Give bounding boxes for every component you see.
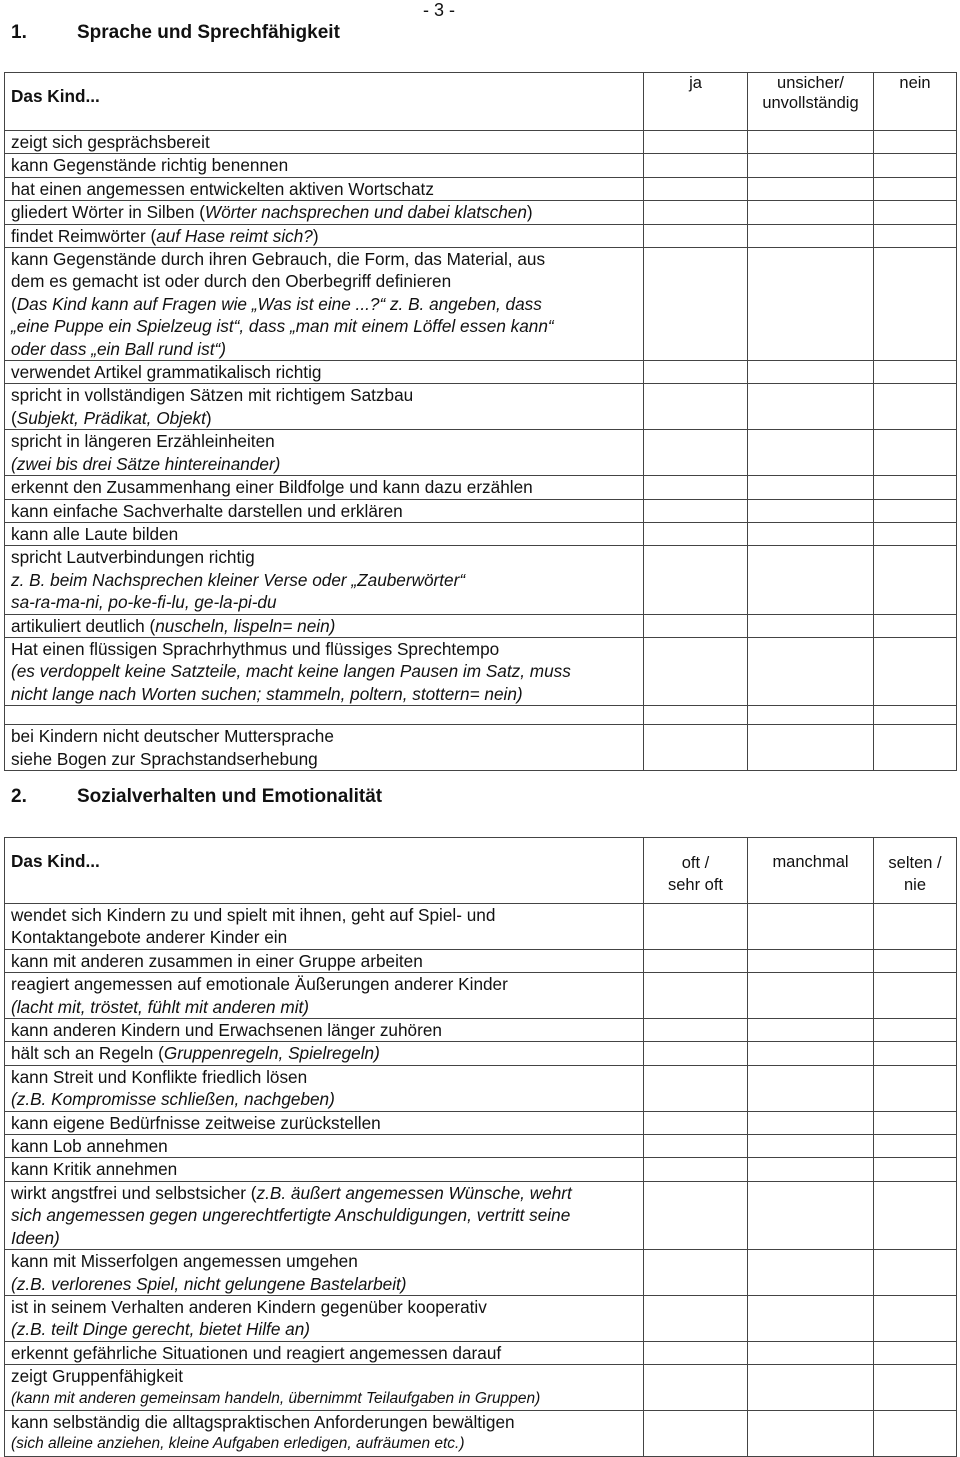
page-number: - 3 - (423, 0, 456, 20)
item-text (5, 1065, 644, 1111)
table-row (5, 476, 957, 499)
table-row (5, 1019, 957, 1042)
item-text (5, 476, 644, 499)
check-manchmal[interactable] (748, 1158, 874, 1181)
col-selten-label-2: nie (903, 876, 927, 894)
item-text (5, 1410, 644, 1456)
table-row (5, 546, 957, 614)
col-nein-label: nein (899, 74, 931, 92)
check-manchmal[interactable] (748, 1065, 874, 1111)
table-row (5, 973, 957, 1019)
check-oft[interactable] (644, 1042, 748, 1065)
table-row-spacer (5, 706, 957, 725)
item-example-cont: nicht lange nach Worten suchen; stammeln, poltern, stottern= nein) (11, 683, 523, 704)
check-nein[interactable] (874, 430, 957, 476)
table-row (5, 725, 957, 771)
item-example: (z.B. Kompromisse schließen, nachgeben) (11, 1089, 335, 1110)
check-oft[interactable] (644, 1065, 748, 1111)
item-text (5, 546, 644, 614)
check-oft[interactable] (644, 1019, 748, 1042)
item-label: artikuliert deutlich ( (11, 615, 156, 636)
lead-cell (5, 73, 644, 131)
item-text (5, 1181, 644, 1249)
check-selten[interactable] (874, 1158, 957, 1181)
item-label: findet Reimwörter ( (11, 225, 157, 246)
item-label: spricht Lautverbindungen richtig (11, 547, 255, 568)
table-row (5, 499, 957, 522)
check-nein[interactable] (874, 476, 957, 499)
check-ja[interactable] (644, 546, 748, 614)
check-manchmal[interactable] (748, 1250, 874, 1296)
table-row (5, 1135, 957, 1158)
check-oft[interactable] (644, 904, 748, 950)
check-manchmal[interactable] (748, 949, 874, 972)
section-2-heading (11, 786, 382, 808)
check-selten[interactable] (874, 973, 957, 1019)
check-unsicher[interactable] (748, 384, 874, 430)
check-selten[interactable] (874, 1019, 957, 1042)
check-unsicher[interactable] (748, 154, 874, 177)
check-unsicher[interactable] (748, 201, 874, 224)
social-checklist-table (4, 837, 957, 1457)
table-row (5, 201, 957, 224)
item-label: kann mit anderen zusammen in einer Gruppe arbeiten (11, 950, 423, 971)
check-selten[interactable] (874, 1042, 957, 1065)
check-oft[interactable] (644, 1158, 748, 1181)
check-nein[interactable] (874, 614, 957, 637)
check-ja[interactable] (644, 637, 748, 705)
col-manchmal (748, 838, 874, 904)
col-oft-label-2: sehr oft (667, 876, 724, 894)
item-text (5, 1250, 644, 1296)
item-label: kann Lob annehmen (11, 1136, 168, 1157)
item-label: spricht in längeren Erzähleinheiten (11, 431, 275, 452)
table-row (5, 614, 957, 637)
item-text (5, 361, 644, 384)
item-paren-close: ) (205, 407, 212, 428)
table-row (5, 637, 957, 705)
check-nein[interactable] (874, 706, 957, 725)
table-row (5, 384, 957, 430)
item-text (5, 1019, 644, 1042)
table-row (5, 1181, 957, 1249)
col-unsicher-label-1: unsicher/ (777, 74, 844, 92)
section-1-number: 1. (11, 22, 27, 43)
item-label: Hat einen flüssigen Sprachrhythmus und flüssiges Sprechtempo (11, 638, 500, 659)
item-text (5, 1365, 644, 1411)
check-ja[interactable] (644, 384, 748, 430)
table-header-row (5, 73, 957, 131)
check-nein[interactable] (874, 499, 957, 522)
item-example: Gruppenregeln, Spielregeln) (163, 1043, 380, 1064)
item-paren: ) (526, 202, 533, 223)
check-manchmal[interactable] (748, 1341, 874, 1364)
item-label: kann Streit und Konflikte friedlich lösen (11, 1066, 308, 1087)
check-oft[interactable] (644, 1135, 748, 1158)
item-paren: ( (11, 407, 17, 428)
table-row (5, 1295, 957, 1341)
check-manchmal[interactable] (748, 904, 874, 950)
col-unsicher (748, 73, 874, 131)
col-ja (644, 73, 748, 131)
item-example: nuscheln, lispeln= nein) (155, 615, 336, 636)
item-paren: ( (11, 293, 17, 314)
check-selten[interactable] (874, 1135, 957, 1158)
item-example: z.B. äußert angemessen Wünsche, wehrt (256, 1182, 572, 1203)
check-unsicher[interactable] (748, 725, 874, 771)
item-example-cont: sich angemessen gegen ungerechtfertigte Anschuldigungen, vertritt seine (11, 1205, 571, 1226)
check-selten[interactable] (874, 1181, 957, 1249)
table-row (5, 131, 957, 154)
item-label: gliedert Wörter in Silben ( (11, 202, 205, 223)
check-nein[interactable] (874, 154, 957, 177)
item-example-line (11, 293, 637, 315)
check-nein[interactable] (874, 248, 957, 361)
section-1-title: Sprache und Sprechfähigkeit (77, 22, 340, 43)
check-ja[interactable] (644, 361, 748, 384)
item-label: ist in seinem Verhalten anderen Kindern gegenüber kooperativ (11, 1296, 487, 1317)
item-label: hat einen angemessen entwickelten aktiven Wortschatz (11, 178, 434, 199)
col-manchmal-label: manchmal (772, 853, 849, 871)
check-ja[interactable] (644, 706, 748, 725)
item-example: (sich alleine anziehen, kleine Aufgaben erledigen, aufräumen etc.) (11, 1435, 465, 1453)
table-row (5, 522, 957, 545)
item-text (5, 154, 644, 177)
check-unsicher[interactable] (748, 706, 874, 725)
item-note: siehe Bogen zur Sprachstandserhebung (11, 748, 318, 769)
check-selten[interactable] (874, 1410, 957, 1456)
lead-text: Das Kind... (11, 86, 100, 106)
item-label: zeigt sich gesprächsbereit (11, 132, 210, 152)
item-label-line (11, 1182, 637, 1204)
check-nein[interactable] (874, 177, 957, 200)
item-text (5, 522, 644, 545)
check-selten[interactable] (874, 1295, 957, 1341)
check-unsicher[interactable] (748, 224, 874, 247)
item-example-cont: sa-ra-ma-ni, po-ke-fi-lu, ge-la-pi-du (11, 592, 277, 613)
check-unsicher[interactable] (748, 546, 874, 614)
check-ja[interactable] (644, 476, 748, 499)
table-row (5, 1111, 957, 1134)
check-manchmal[interactable] (748, 1135, 874, 1158)
table-row (5, 1410, 957, 1456)
check-manchmal[interactable] (748, 1410, 874, 1456)
item-example: (kann mit anderen gemeinsam handeln, übernimmt Teilaufgaben in Gruppen) (11, 1389, 541, 1407)
item-text (5, 1135, 644, 1158)
language-checklist-table (4, 72, 957, 771)
item-example: (lacht mit, tröstet, fühlt mit anderen mit) (11, 996, 310, 1017)
item-example: auf Hase reimt sich? (156, 225, 313, 246)
item-label: verwendet Artikel grammatikalisch richtig (11, 362, 322, 383)
item-example-cont: „eine Puppe ein Spielzeug ist“, dass „man mit einem Löffel essen kann“ (11, 316, 554, 337)
item-example: Wörter nachsprechen und dabei klatschen (204, 202, 527, 223)
check-unsicher[interactable] (748, 476, 874, 499)
check-nein[interactable] (874, 131, 957, 154)
check-manchmal[interactable] (748, 1111, 874, 1134)
section-2-title: Sozialverhalten und Emotionalität (77, 786, 383, 807)
item-label: kann eigene Bedürfnisse zeitweise zurückstellen (11, 1112, 381, 1133)
col-ja-label: ja (689, 74, 702, 92)
section-2-number: 2. (11, 786, 27, 807)
check-manchmal[interactable] (748, 1295, 874, 1341)
col-oft (644, 838, 748, 904)
check-selten[interactable] (874, 1250, 957, 1296)
lead-text: Das Kind... (11, 851, 100, 871)
item-example-end: Ideen) (11, 1227, 60, 1248)
col-selten (874, 838, 957, 904)
check-unsicher[interactable] (748, 637, 874, 705)
item-label: kann mit Misserfolgen angemessen umgehen (11, 1251, 358, 1272)
check-nein[interactable] (874, 384, 957, 430)
item-text (5, 637, 644, 705)
table-row (5, 248, 957, 361)
item-text (5, 1158, 644, 1181)
item-label: wirkt angstfrei und selbstsicher ( (11, 1182, 257, 1203)
item-example: Das Kind kann auf Fragen wie „Was ist eine ...?“ z. B. angeben, dass (16, 293, 542, 314)
check-nein[interactable] (874, 522, 957, 545)
item-text (5, 430, 644, 476)
item-text (5, 904, 644, 950)
item-text (5, 499, 644, 522)
check-manchmal[interactable] (748, 1019, 874, 1042)
check-ja[interactable] (644, 201, 748, 224)
check-ja[interactable] (644, 614, 748, 637)
table-row (5, 1158, 957, 1181)
table-row (5, 1042, 957, 1065)
item-text (5, 973, 644, 1019)
check-oft[interactable] (644, 1365, 748, 1411)
check-oft[interactable] (644, 973, 748, 1019)
item-text (5, 224, 644, 247)
item-text (5, 1295, 644, 1341)
check-oft[interactable] (644, 1410, 748, 1456)
item-text (5, 614, 644, 637)
check-ja[interactable] (644, 154, 748, 177)
item-text (5, 201, 644, 224)
check-oft[interactable] (644, 949, 748, 972)
check-oft[interactable] (644, 1181, 748, 1249)
check-ja[interactable] (644, 522, 748, 545)
check-selten[interactable] (874, 904, 957, 950)
table-row (5, 177, 957, 200)
item-text (5, 384, 644, 430)
table-row (5, 361, 957, 384)
check-unsicher[interactable] (748, 522, 874, 545)
check-manchmal[interactable] (748, 973, 874, 1019)
item-text (5, 1341, 644, 1364)
check-oft[interactable] (644, 1250, 748, 1296)
item-text (5, 1042, 644, 1065)
check-nein[interactable] (874, 546, 957, 614)
check-unsicher[interactable] (748, 248, 874, 361)
col-oft-label-1: oft / (681, 854, 710, 872)
check-oft[interactable] (644, 1341, 748, 1364)
item-label: kann Gegenstände durch ihren Gebrauch, die Form, das Material, aus (11, 249, 546, 270)
item-example-end: oder dass „ein Ball rund ist“) (11, 338, 226, 359)
check-unsicher[interactable] (748, 499, 874, 522)
check-ja[interactable] (644, 725, 748, 771)
item-label: zeigt Gruppenfähigkeit (11, 1366, 183, 1387)
item-label: kann Gegenstände richtig benennen (11, 155, 289, 176)
item-label: reagiert angemessen auf emotionale Äußerungen anderer Kinder (11, 974, 508, 995)
item-text (5, 1111, 644, 1134)
item-label: bei Kindern nicht deutscher Muttersprache (11, 726, 334, 747)
item-label: erkennt gefährliche Situationen und reagiert angemessen darauf (11, 1342, 502, 1363)
item-text (5, 949, 644, 972)
item-label: kann einfache Sachverhalte darstellen und erklären (11, 500, 403, 521)
check-unsicher[interactable] (748, 430, 874, 476)
check-ja[interactable] (644, 224, 748, 247)
item-label: spricht in vollständigen Sätzen mit richtigem Satzbau (11, 385, 414, 406)
table-row (5, 1065, 957, 1111)
check-oft[interactable] (644, 1111, 748, 1134)
item-label: kann selbständig die alltagspraktischen Anforderungen bewältigen (11, 1411, 515, 1432)
table-row (5, 430, 957, 476)
check-nein[interactable] (874, 201, 957, 224)
lead-cell (5, 838, 644, 904)
check-unsicher[interactable] (748, 361, 874, 384)
table-row (5, 224, 957, 247)
table-row (5, 904, 957, 950)
check-unsicher[interactable] (748, 177, 874, 200)
item-label-cont: dem es gemacht ist oder durch den Oberbegriff definieren (11, 271, 452, 292)
col-unsicher-label-2: unvollständig (762, 94, 859, 112)
item-label: kann anderen Kindern und Erwachsenen länger zuhören (11, 1020, 442, 1041)
check-unsicher[interactable] (748, 131, 874, 154)
check-ja[interactable] (644, 499, 748, 522)
table-row (5, 1365, 957, 1411)
col-selten-label-1: selten / (888, 854, 942, 872)
check-oft[interactable] (644, 1295, 748, 1341)
check-ja[interactable] (644, 131, 748, 154)
check-unsicher[interactable] (748, 614, 874, 637)
table-row (5, 949, 957, 972)
check-manchmal[interactable] (748, 1042, 874, 1065)
item-text (5, 131, 644, 154)
item-example: (zwei bis drei Sätze hintereinander) (11, 453, 281, 474)
item-label: wendet sich Kindern zu und spielt mit ihnen, geht auf Spiel- und (11, 905, 496, 925)
check-nein[interactable] (874, 224, 957, 247)
item-example: Subjekt, Prädikat, Objekt (16, 407, 206, 428)
item-text (5, 725, 644, 771)
item-label-cont: Kontaktangebote anderer Kinder ein (11, 927, 288, 948)
item-example: (z.B. verlorenes Spiel, nicht gelungene Bastelarbeit) (11, 1273, 407, 1294)
table-row (5, 1341, 957, 1364)
item-example: z. B. beim Nachsprechen kleiner Verse oder „Zauberwörter“ (11, 569, 466, 590)
check-nein[interactable] (874, 361, 957, 384)
check-manchmal[interactable] (748, 1181, 874, 1249)
item-label: kann alle Laute bilden (11, 523, 179, 544)
item-example-line (11, 407, 637, 429)
check-selten[interactable] (874, 1365, 957, 1411)
check-ja[interactable] (644, 430, 748, 476)
check-selten[interactable] (874, 1111, 957, 1134)
check-nein[interactable] (874, 637, 957, 705)
item-paren: ) (312, 225, 319, 246)
check-ja[interactable] (644, 177, 748, 200)
check-manchmal[interactable] (748, 1365, 874, 1411)
item-example: (z.B. teilt Dinge gerecht, bietet Hilfe an) (11, 1319, 311, 1340)
item-label: erkennt den Zusammenhang einer Bildfolge und kann dazu erzählen (11, 477, 533, 498)
check-selten[interactable] (874, 1341, 957, 1364)
item-text (5, 177, 644, 200)
table-row (5, 154, 957, 177)
section-1-heading (11, 22, 340, 44)
item-label: kann Kritik annehmen (11, 1159, 178, 1180)
check-selten[interactable] (874, 1065, 957, 1111)
item-label: hält sch an Regeln ( (11, 1043, 164, 1064)
check-selten[interactable] (874, 949, 957, 972)
table-row (5, 1250, 957, 1296)
item-example: (es verdoppelt keine Satzteile, macht keine langen Pausen im Satz, muss (11, 661, 571, 682)
check-ja[interactable] (644, 248, 748, 361)
item-text (5, 248, 644, 361)
col-nein (874, 73, 957, 131)
table-header-row (5, 838, 957, 904)
empty-cell (5, 706, 644, 725)
check-nein[interactable] (874, 725, 957, 771)
